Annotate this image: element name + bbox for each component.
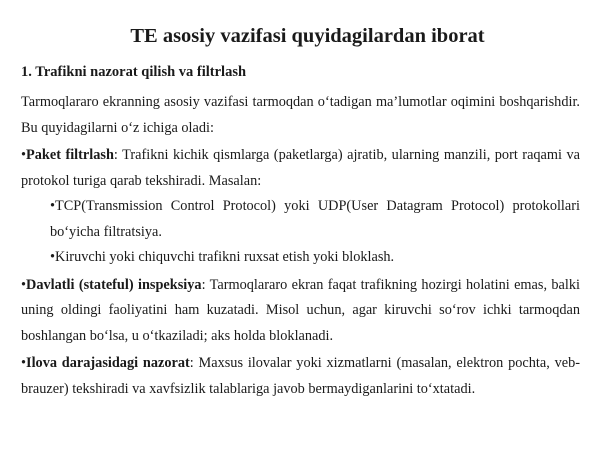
intro-paragraph: Tarmoqlararo ekranning asosiy vazifasi tarmoqdan o‘tadigan ma’lumotlar oqimini boshqarishdir. Bu quyidagilarni o‘z ichiga oladi: (21, 94, 580, 136)
bullet-text: : Maxsus ilovalar yoki xizmatlarni (masalan, elektron pochta, veb-brauzer) tekshiradi va xavfsizlik talablariga javob bermaydiganlarini to‘xtatadi. (21, 355, 580, 397)
bullet-term: Davlatli (stateful) inspeksiya (26, 276, 202, 293)
bullet-text: : Trafikni kichik qismlarga (paketlarga) ajratib, ularning manzili, port raqami va protokol turiga qarab tekshiradi. Masalan: (21, 147, 580, 189)
bullet-term: Ilova darajasidagi nazorat (26, 355, 190, 371)
bullet-packet-filtering (21, 143, 580, 194)
bullet-marker: • (21, 355, 27, 371)
bullet-application-control (21, 351, 580, 402)
page-title: TE asosiy vazifasi quyidagilardan iborat (130, 25, 485, 47)
subitem-protocol-filter: •TCP(Transmission Control Protocol) yoki UDP(User Datagram Protocol) protokollari bo‘yicha filtratsiya. (50, 198, 580, 240)
bullet-stateful-inspection (21, 273, 580, 350)
bullet-text: : Tarmoqlararo ekran faqat trafikning hozirgi holatini emas, balki uning oldingi faoliyatini ham kuzatadi. Misol uchun, agar kiruvchi so‘rov ichki tarmoqdan boshlangan bo‘lsa, u o‘tkaziladi; aks holda bloklanadi. (21, 276, 580, 344)
section-heading: 1. Trafikni nazorat qilish va filtrlash (21, 64, 247, 80)
bullet-term: Paket filtrlash (26, 147, 114, 163)
bullet-marker: • (21, 276, 27, 293)
subitem-allow-block: •Kiruvchi yoki chiquvchi trafikni ruxsat etish yoki bloklash. (50, 249, 395, 265)
bullet-marker: • (21, 147, 27, 163)
